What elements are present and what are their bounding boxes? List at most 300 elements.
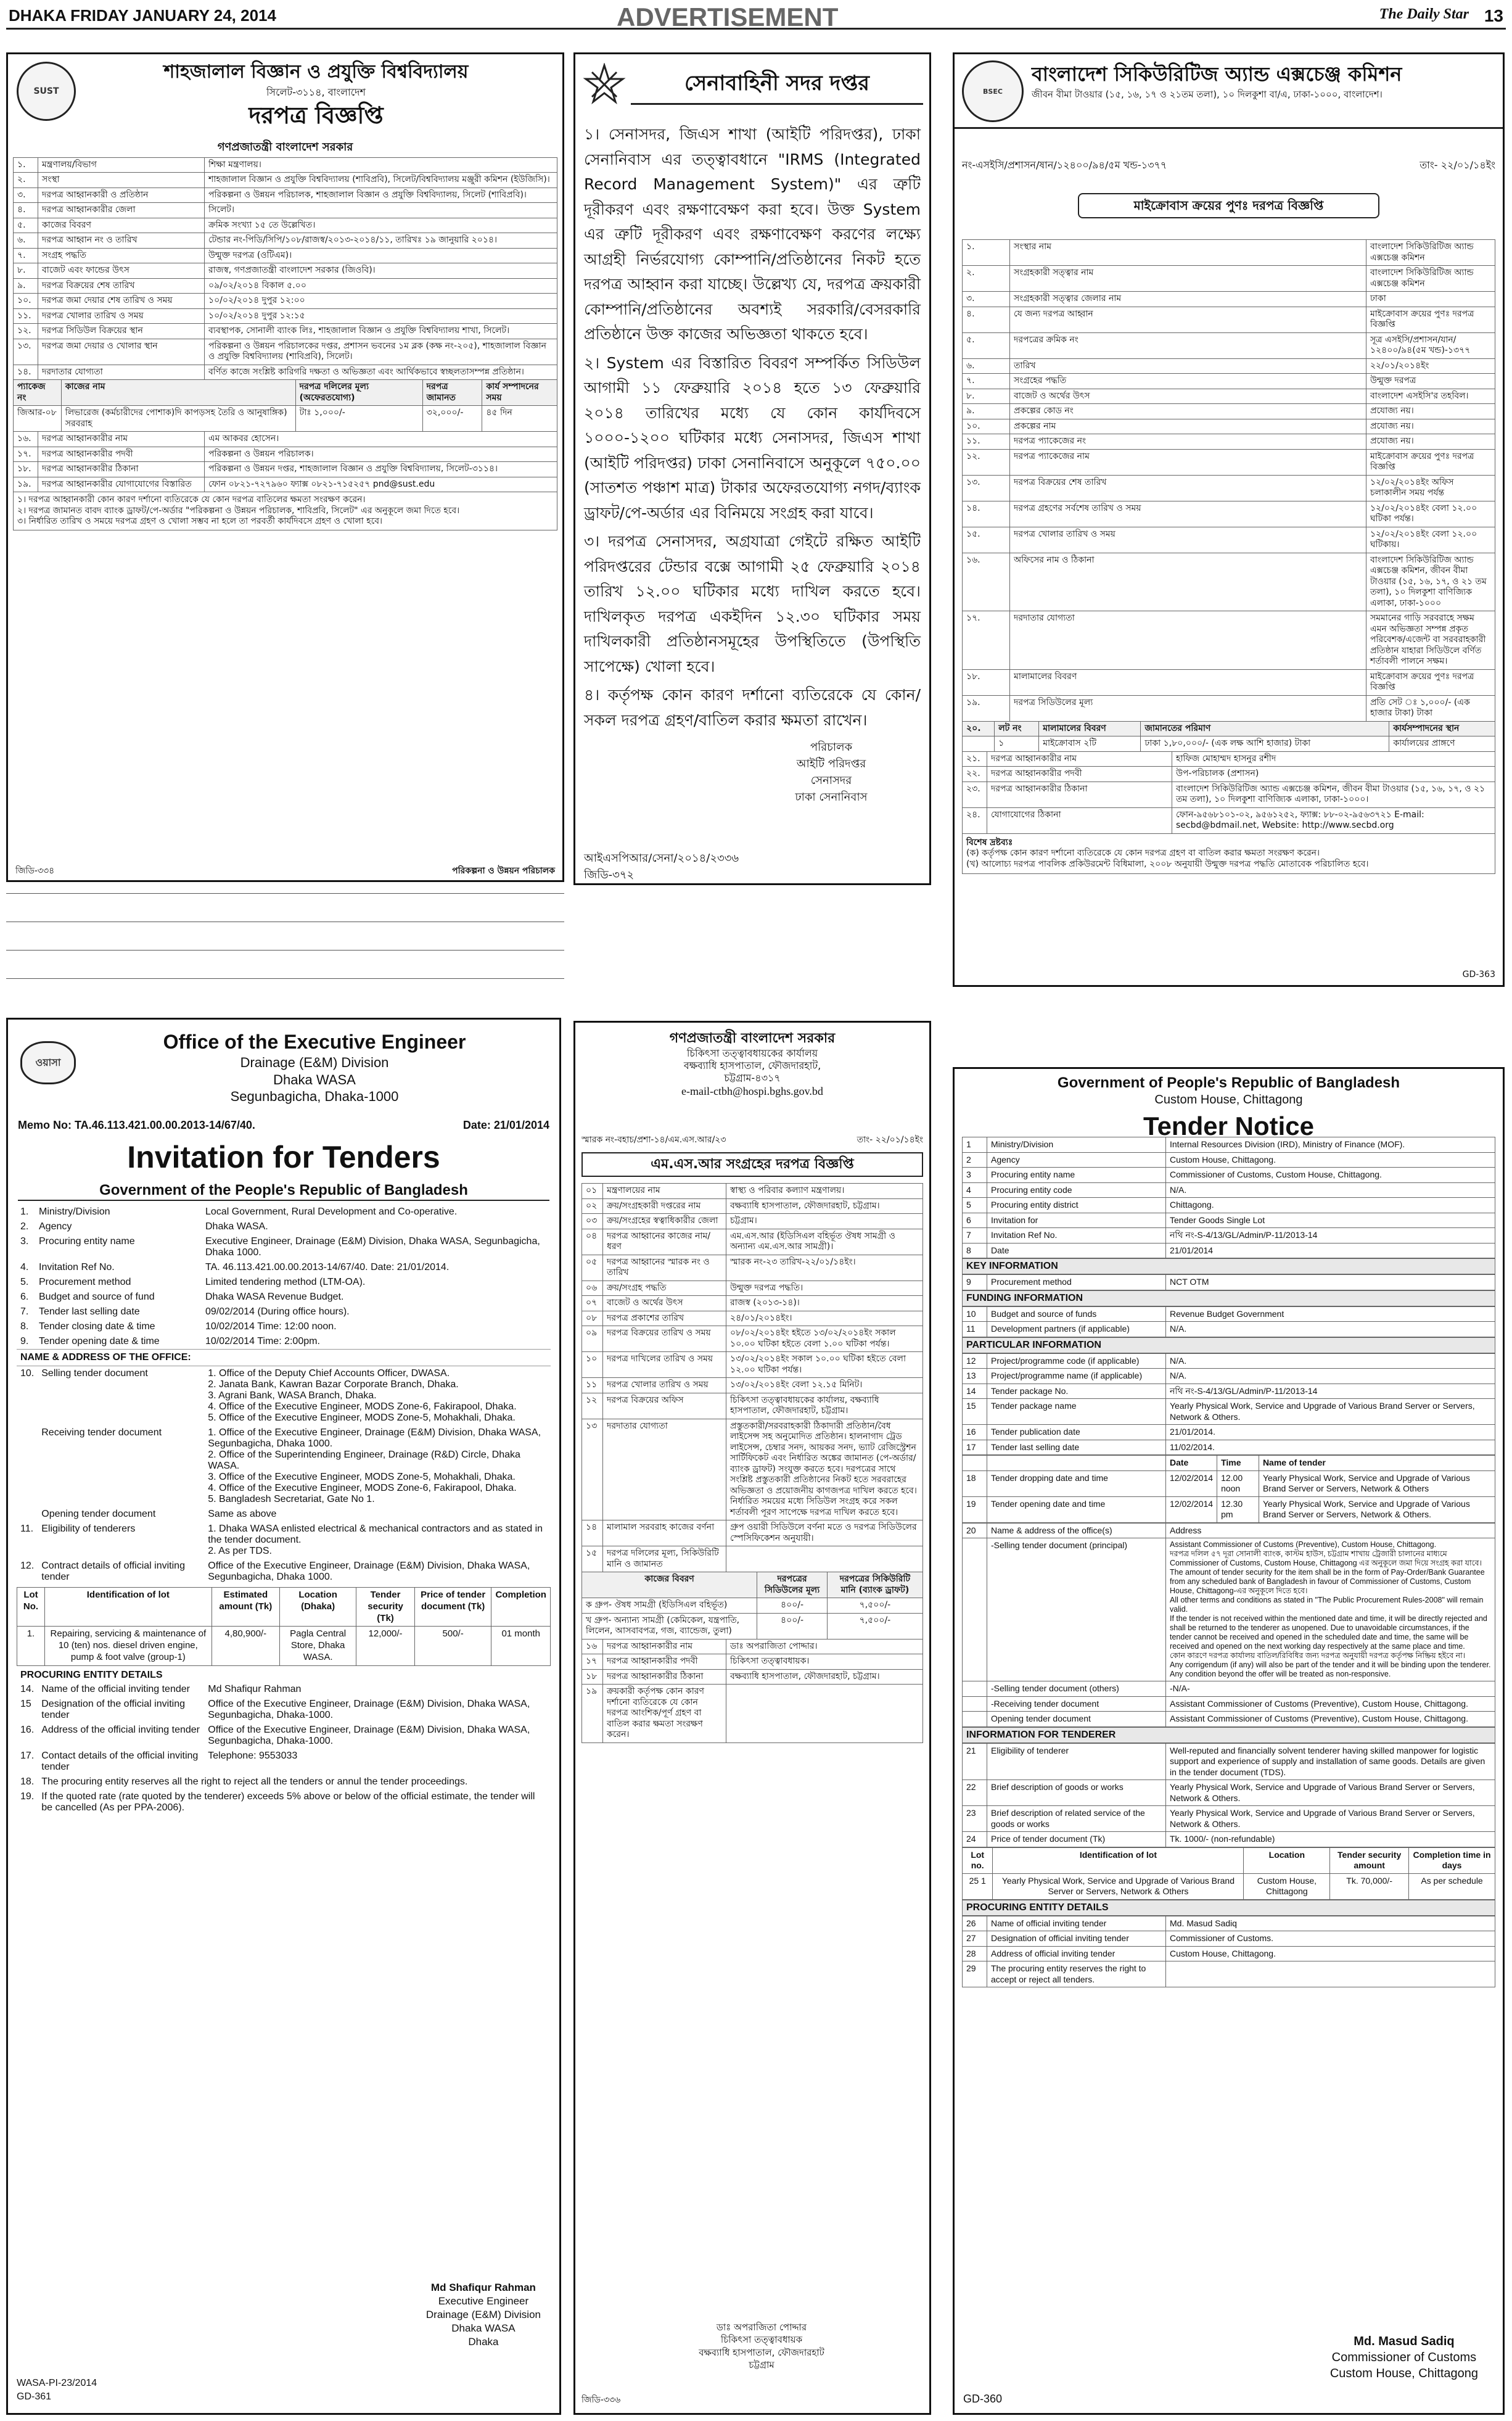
table-cell: বাংলাদেশ সিকিউরিটিজ অ্যান্ড এক্সচেঞ্জ কমিশন, জীবন বীমা টাওয়ার (১৫, ১৬, ১৭, ও ২১ তম তলা), ১০ দিলকুশা বাণিজ্যিক এলাকা, ঢাকা-১০০০।: [1172, 782, 1495, 807]
table-row: [963, 332, 1495, 358]
table-cell: হাফিজ মোহাম্মদ হাসনুর রশীদ: [1172, 751, 1495, 767]
selling-paragraph: If the tender is not received within the mentioned date and time, it will be directly rejected and shall be returned to the tenderer as unopened. Due to unavoidable circumstances, if the tender cannot be received and opened in the scheduled date and time, the same will be received and opened on the next working day respectively at the same place and time.: [1170, 1614, 1487, 1651]
table-cell: ১৮.: [14, 462, 38, 477]
notice-heading: মাইক্রোবাস ক্রয়ের পুণঃ দরপত্র বিজ্ঞপ্তি: [1078, 193, 1379, 218]
table-cell: রাজস্ব, গণপ্রজাতন্ত্রী বাংলাদেশ সরকার (জিওবি)।: [205, 263, 557, 279]
table-row: [582, 1654, 923, 1670]
signatory: পরিকল্পনা ও উন্নয়ন পরিচালক: [452, 865, 555, 876]
table-row: [963, 1152, 1495, 1168]
table-cell: ক্রমিক সংখ্যা ১৫ তে উল্লেখিত।: [205, 218, 557, 233]
table-row: [963, 292, 1495, 307]
table-cell: সংগ্রহকারী সত্ত্বার জেলার নাম: [1010, 292, 1366, 307]
ad-dhaka-wasa-tender: ওয়াসা Office of the Executive Engineer Drainage (E&M) Division Dhaka WASA Segunbagicha, Dhaka-1000 Memo No: TA.46.113.421.00.00.2013-14/67/40. Date: 21/01/2014 Invitation for Tenders Government of the People's Republic of Bangladesh 1. Ministry/Division Local Government, Rural Development and Co-operative. 2. Agency Dhaka WASA. 3. Procuring entity name Executive Engineer, Drainage (E&M) Division, Dhaka WASA, Segunbagicha, Dhaka 1000. 4. Invitation Ref No. TA. 46.113.421.00.00.2013-14/67/40. Date: 21/01/2014. 5. Procurement method Limited tendering method (LTM-OA). 6. Budget and source of fund Dhaka WASA Revenue Budget. 7. Tender last selling date 09/02/2014 (During office hours). 8. Tender closing date & time 10/02/2014 Time: 12:00 noon. 9. Tender opening date & time 10/02/2014 Time: 2:00pm. NAME & ADDRESS OF THE OFFICE: 10. Selling tender document 1. Office of the Deputy Chief Accounts Officer, DWASA. 2. Janata Bank, Kawran Bazar Corporate Branch, Dhaka. 3. Agrani Bank, WASA Branch, Dhaka. 4. Office of the Executive Engineer, MODS Zone-6, Fakirapool, Dhaka. 5. Office of the Executive Engineer, MODS Zone-5, Mohakhali, Dhaka. Receiving tender document 1. Office of the Executive Engineer, Drainage (E&M) Division, Dhaka WASA, Segunbagicha, Dhaka 1000. 2. Office of the Superintending Engineer, Drainage (R&D) Circle, Dhaka WASA. 3. Office of the Executive Engineer, MODS Zone-5, Mohakhali, Dhaka. 4. Office of the Executive Engineer, MODS Zone-6, Fakirapool, Dhaka. 5. Bangladesh Secretariat, Gate No 1. Opening tender document Same as above 11. Eligibility of tenderers 1. Dhaka WASA enlisted electrical & mechanical contractors and as stated in the tender document. 2. As per TDS. 12. Contract details of official inviting tender Office of the Executive Engineer, Drainage (E&M) Division, Dhaka WASA, Segunbagicha, Dhaka 1000. Lot No. Identification of lot Estimated amount (Tk) Location (Dhaka) Tender security (Tk) Price of tender document (Tk) Completion 1. Repairing, servicing & maintenance of 10 (ten) nos. diesel driven engine, pump & foot valve (group-1) 4,80,900/- Pagla Central Store, Dhaka WASA. 12,000/- 500/- 01 month PROCURING ENTITY DETAILS 14. Name of the official inviting tender Md Shafiqur Rahman 15 Designation of the official inviting tender Office of the Executive Engineer, Drainage (E&M) Division, Dhaka WASA, Segunbagicha, Dhaka-1000. 16. Address of the official inviting tender Office of the Executive Engineer, Drainage (E&M) Division, Dhaka WASA, Segunbagicha, Dhaka-1000. 17. Contact details of the official inviting tender Telephone: 9553033 18. The procuring entity reserves all the right to reject all the tenders or annul the tender proceedings. 19. If the quoted rate (rate quoted by the tenderer) exceeds 5% above or below of the official estimate, the tender will be cancelled (As per PPA-2006). Md Shafiqur Rahman Executive Engineer Drainage (E&M) Division Dhaka WASA Dhaka WASA-PI-23/2014 GD-361: [6, 1018, 561, 2415]
table-cell: সমমানের গাড়ি সরবরাহে সক্ষম এমন অভিজ্ঞতা সম্পন্ন প্রকৃত পরিবেশক/এজেন্ট বা সরবরাহকারী প্রতিষ্ঠান যাহারা সিডিউলে বর্ণিত শর্তাবলী পালনে সক্ষম।: [1366, 611, 1495, 670]
table-cell: 27: [963, 1931, 987, 1947]
table-row: [963, 419, 1495, 434]
table-row: [963, 782, 1495, 807]
table-cell: ৮.: [14, 263, 38, 279]
table-cell: Internal Resources Division (IRD), Ministry of Finance (MOF).: [1166, 1137, 1495, 1153]
table-cell: Procuring entity district: [987, 1198, 1166, 1213]
table-cell: ১৩.: [14, 339, 38, 365]
table-cell: Limited tendering method (LTM-OA).: [205, 1277, 366, 1287]
table-cell: ১৮.: [963, 669, 1010, 695]
table-cell: 18.: [20, 1776, 35, 1787]
table-cell: 09/02/2014 (During office hours).: [205, 1306, 350, 1317]
table-row: [963, 1275, 1495, 1290]
table-cell: 12.30 pm: [1217, 1496, 1259, 1522]
table-cell: দরপত্র আহ্বানকারীর যোগাযোগের বিস্তারিত: [38, 477, 205, 492]
table-cell: 5.: [20, 1277, 29, 1287]
table-cell: 22: [963, 1780, 987, 1806]
table-cell: অফিসের নাম ও ঠিকানা: [1010, 553, 1366, 611]
table-cell: ১.: [14, 157, 38, 173]
table-cell: প্রস্তুতকারী/সরবরাহকারী ঠিকাদারী প্রতিষ্ঠান/বৈধ লাইসেন্স সহ অনুমোদিত প্রতিষ্ঠান। হালনাগাদ ট্রেড লাইসেন্স, চেম্বার সনদ, আয়কর সনদ, ভ্যাট রেজিস্ট্রেশন সার্টিফিকেট এবং নির্ধারিত অঙ্কের জামানত (পে-অর্ডার/ব্যাংক ড্রাফট) সংযুক্ত করতে হবে। দরপত্রের সাথে সংশ্লিষ্ট প্রস্তুতকারী প্রতিষ্ঠানের নিকট হতে সরবরাহের অভিজ্ঞতা ও প্রয়োজনীয় কাগজপত্র দাখিল করতে হবে। নির্ধারিত সময়ের মধ্যে সিডিউল সংগ্রহ করে সকল শর্তাবলী পূরণ সাপেক্ষে দরপত্র দাখিল করতে হবে।: [726, 1419, 923, 1520]
institution-address: সিলেট-৩১১৪, বাংলাদেশ: [266, 86, 366, 98]
receiving-label: Receiving tender document: [41, 1427, 162, 1438]
signature-line: চট্টগ্রাম: [749, 2359, 774, 2370]
masthead: [6, 2, 1506, 30]
table-row: [14, 188, 557, 203]
table-row: [963, 1780, 1495, 1806]
table-cell: Tender last selling date: [39, 1306, 140, 1317]
university-seal-icon: SUST: [17, 62, 76, 121]
table-cell: 12/02/2014: [1166, 1470, 1217, 1496]
table-row: [17, 1789, 551, 1815]
table-row: [963, 1213, 1495, 1228]
table-row: [582, 1639, 923, 1654]
table-cell: Brief description of related service of the goods or works: [987, 1806, 1166, 1832]
table-cell: ১৫.: [963, 527, 1010, 553]
special-notes: বিশেষ দ্রষ্টব্যঃ (ক) কর্তৃপক্ষ কোন কারণ দর্শানো ব্যতিরেকে যে কোন দরপত্র গ্রহণ বা বাতিল করার ক্ষমতা সংরক্ষণ করেন। (খ) আলোচ্য দরপত্র পাবলিক প্রকিউরমেন্ট বিধিমালা, ২০০৮ অনুযায়ী উন্মুক্ত দরপত্র পদ্ধতি মোতাবেক পরিচালিত হবে।: [962, 834, 1495, 875]
table-cell: Brief description of goods or works: [987, 1780, 1166, 1806]
table-row: [963, 1137, 1495, 1153]
table-row: [963, 434, 1495, 450]
table-row: [582, 1229, 923, 1255]
selling-office: 3. Agrani Bank, WASA Branch, Dhaka.: [208, 1390, 377, 1401]
signature-line: ডাঃ অপরাজিতা পোদ্দার: [716, 2322, 807, 2333]
table-row: [582, 1419, 923, 1520]
table-cell: 21/01/2014.: [1166, 1425, 1495, 1440]
table-row: [582, 1352, 923, 1378]
table-row: [963, 1946, 1495, 1961]
government-heading: Government of People's Republic of Bangladesh: [1057, 1074, 1400, 1091]
eligibility-label: Eligibility of tenderers: [41, 1524, 136, 1534]
table-row: [963, 404, 1495, 419]
table-cell: যে জন্য দরপত্র আহ্বান: [1010, 307, 1366, 332]
table-cell: 15: [963, 1399, 987, 1425]
ad-sust-tender: [6, 52, 564, 882]
note-item: ৩। নির্ধারিত তারিখ ও সময়ে দরপত্র গ্রহণ ও খোলা সম্ভব না হলে তা পরবর্তী কার্যদিবসে গ্রহণ ও খোলা হবে।: [17, 516, 383, 526]
table-cell: Ministry/Division: [39, 1206, 110, 1217]
opening-value: Assistant Commissioner of Customs (Preventive), Custom House, Chittagong.: [1166, 1712, 1495, 1727]
table-cell: ১২/০২/২০১৪ইং বেলা ১২.০০ ঘটিকা পর্যন্ত।: [1366, 501, 1495, 527]
table-cell: ১৩/০২/২০১৪ইং সকাল ১০.০০ ঘটিকা হইতে বেলা ১২.০০ ঘটিকা পর্যন্ত।: [726, 1352, 923, 1378]
table-cell: সংগ্রহকারী সত্ত্বার নাম: [1010, 266, 1366, 292]
table-cell: ১০.: [963, 419, 1010, 434]
table-cell: পরিকল্পনা ও উন্নয়ন পরিচালক।: [205, 447, 557, 462]
package-header-row: [14, 380, 557, 406]
selling-others-value: -N/A-: [1166, 1681, 1495, 1697]
table-cell: ক্রয়/সংগ্রহের স্বত্বাধিকারীর জেলা: [603, 1214, 726, 1229]
table-cell: ক্রয়/সংগ্রহ পদ্ধতি: [603, 1281, 726, 1296]
procuring-entity-heading: PROCURING ENTITY DETAILS: [962, 1900, 1495, 1916]
signature-line: ঢাকা সেনানিবাস: [795, 791, 868, 804]
table-cell: Tender last selling date: [987, 1440, 1166, 1455]
table-cell: Tender dropping date and time: [987, 1470, 1166, 1496]
table-row: [582, 1281, 923, 1296]
table-row: [17, 1319, 551, 1334]
table-row: [14, 233, 557, 249]
table-cell: দরপত্র জমা দেয়ার ও খোলার স্থান: [38, 339, 205, 365]
table-cell: Procurement method: [987, 1275, 1166, 1290]
table-cell: Revenue Budget Government: [1166, 1306, 1495, 1322]
signature-line: বক্ষব্যাধি হাসপাতাল, ফৌজদারহাট: [699, 2346, 824, 2358]
table-row: [14, 339, 557, 365]
table-cell: যোগাযোগের ঠিকানা: [987, 807, 1172, 833]
table-cell: সূত্র এসইসি/প্রশাসন/যান/১২৪০০/৯৪(৫ম খন্ড)-১৩৭৭: [1366, 332, 1495, 358]
table-row: [17, 1234, 551, 1260]
table-cell: ১৮: [582, 1669, 603, 1685]
table-cell: 13: [963, 1369, 987, 1384]
table-cell: Procuring entity name: [39, 1236, 135, 1247]
table-cell: 2.: [20, 1221, 29, 1232]
table-cell: বাংলাদেশ সিকিউরিটিজ অ্যান্ড এক্সচেঞ্জ কমিশন, জীবন বীমা টাওয়ার (১৫, ১৬, ১৭, ও ২১ তম তলা), ১০ দিলকুশা বাণিজ্যিক এলাকা, ঢাকা-১০০০: [1366, 553, 1495, 611]
commission-seal-icon: BSEC: [962, 60, 1024, 122]
table-row: [582, 1669, 923, 1685]
table-row: [963, 449, 1495, 475]
table-cell: ১৬: [582, 1639, 603, 1654]
table-cell: 16: [963, 1425, 987, 1440]
table-cell: দরপত্র আহ্বানকারীর নাম: [987, 751, 1172, 767]
table-cell: ১৩.: [963, 475, 1010, 501]
table-cell: ৯.: [963, 404, 1010, 419]
table-cell: ১৭.: [963, 611, 1010, 670]
table-cell: Invitation Ref No.: [987, 1228, 1166, 1243]
table-cell: Budget and source of fund: [39, 1292, 155, 1302]
table-cell: Office of the Executive Engineer, Drainage (E&M) Division, Dhaka WASA, Segunbagicha, Dhaka-1000.: [208, 1698, 530, 1720]
table-cell: 9: [963, 1275, 987, 1290]
table-cell: 19: [963, 1496, 987, 1522]
table-row: [963, 1369, 1495, 1384]
table-cell: 8.: [20, 1321, 29, 1332]
table-cell: Chittagong.: [1166, 1198, 1495, 1213]
table-cell: ১০.: [14, 294, 38, 309]
table-row: [963, 1322, 1495, 1337]
memo-date: Date: 21/01/2014: [462, 1119, 549, 1131]
selling-office: 4. Office of the Executive Engineer, MODS Zone-6, Fakirapool, Dhaka.: [208, 1401, 517, 1412]
paragraph: ৪। কর্তৃপক্ষ কোন কারণ দর্শানো ব্যতিরেকে যে কোন/সকল দরপত্র গ্রহণ/বাতিল করার ক্ষমতা রাখেন।: [584, 686, 921, 729]
table-cell: দরপত্র বিক্রয়ের শেষ তারিখ: [1010, 475, 1366, 501]
table-cell: রাজস্ব (২০১৩-১৪)।: [726, 1296, 923, 1311]
commission-name: বাংলাদেশ সিকিউরিটিজ অ্যান্ড এক্সচেঞ্জ কমিশন: [1032, 62, 1402, 86]
office-name: Office of the Executive Engineer: [163, 1031, 466, 1053]
table-row: [963, 527, 1495, 553]
table-row: [963, 611, 1495, 670]
table-cell: ক্রয়কারী কর্তৃপক্ষ কোন কারণ দর্শানো ব্যতিরেকে যে কোন দরপত্র আংশিক/পূর্ণ গ্রহণ বা বাতিল করার ক্ষমতা সংরক্ষণ করেন।: [603, 1685, 726, 1743]
table-row: [14, 278, 557, 294]
notice-title: সেনাবাহিনী সদর দপ্তর: [631, 70, 923, 105]
memo-number: Memo No: TA.46.113.421.00.00.2013-14/67/40.: [18, 1119, 255, 1131]
opening-value: Same as above: [208, 1509, 277, 1519]
table-row: [963, 807, 1495, 833]
table-cell: Estimated amount (Tk): [212, 1588, 279, 1627]
table-cell: 16.: [20, 1724, 35, 1735]
table-cell: দরপত্র গ্রহণের সর্বশেষ তারিখ ও সময়: [1010, 501, 1366, 527]
table-row: [14, 324, 557, 339]
table-cell: কার্যালয়ের প্রাঙ্গণে: [1389, 736, 1495, 752]
eligibility-item: 2. As per TDS.: [208, 1546, 272, 1556]
table-cell: As per schedule: [1409, 1873, 1495, 1899]
table-cell: দরপত্র আহ্বানের স্মারক নং ও তারিখ: [603, 1255, 726, 1281]
date-row: [963, 1496, 1495, 1522]
table-cell: উপ-পরিচালক (প্রশাসন): [1172, 767, 1495, 782]
table-cell: Lot No.: [17, 1588, 45, 1627]
table-cell: Local Government, Rural Development and Co-operative.: [205, 1206, 458, 1217]
table-cell: Custom House, Chittagong.: [1166, 1946, 1495, 1961]
table-cell: প্রকল্পের কোড নং: [1010, 404, 1366, 419]
table-cell: ০১: [582, 1184, 603, 1199]
selling-paragraph: Any corrigendum (if any) will also be part of the tender and it will be binding upon the tenderer.: [1170, 1660, 1491, 1669]
table-cell: ১১.: [963, 434, 1010, 450]
table-cell: N/A.: [1166, 1182, 1495, 1198]
funding-heading: FUNDING INFORMATION: [962, 1290, 1495, 1306]
table-cell: দরপত্র সিডিউলের মূল্য: [1010, 695, 1366, 721]
table-cell: Lot no.: [963, 1847, 993, 1873]
table-cell: দরপত্রের ক্রমিক নং: [1010, 332, 1366, 358]
table-cell: সংগ্রহের পদ্ধতি: [1010, 374, 1366, 389]
table-cell: N/A.: [1166, 1353, 1495, 1369]
table-cell: ০৯: [582, 1326, 603, 1352]
table-cell: সিলেট।: [205, 203, 557, 218]
table-cell: 3.: [20, 1236, 29, 1247]
notice-title: দরপত্র বিজ্ঞপ্তি: [249, 101, 384, 129]
table-cell: Tender package name: [987, 1399, 1166, 1425]
table-cell: 3: [963, 1168, 987, 1183]
table-row: [963, 307, 1495, 332]
table-cell: দরপত্র প্রকাশের তারিখ: [603, 1311, 726, 1326]
table-cell: Yearly Physical Work, Service and Upgrade of Various Brand Server or Servers, Network & Others.: [1166, 1399, 1495, 1425]
table-cell: মালামালের বিবরণ: [1039, 721, 1141, 736]
table-cell: 10: [963, 1306, 987, 1322]
memo-number: নং-এসইসি/প্রশাসন/ষান/১২৪০০/৯৪/৫ম খন্ড-১৩৭৭: [962, 159, 1167, 171]
table-cell: 5: [963, 1198, 987, 1213]
page-number: 13: [1484, 6, 1503, 25]
table-cell: সংস্থা: [38, 173, 205, 188]
table-cell: উন্মুক্ত দরপত্র (ওটিএম)।: [205, 248, 557, 263]
table-cell: ০৬: [582, 1281, 603, 1296]
memo-date: তাং- ২২/০১/১৪ইং: [1420, 159, 1495, 171]
table-cell: প্যাকেজ নং: [14, 380, 62, 406]
table-row: [963, 374, 1495, 389]
table-cell: দরপত্র খোলার তারিখ ও সময়: [38, 308, 205, 324]
table-cell: ১৪.: [14, 365, 38, 380]
selling-paragraph: Assistant Commissioner of Customs (Preventive), Custom House, Chittagong.: [1170, 1540, 1437, 1549]
table-row: [17, 1697, 551, 1723]
table-cell: স্মারক নং-২৩ তারিখ-২২/০১/১৪ইং।: [726, 1255, 923, 1281]
table-cell: Yearly Physical Work, Service and Upgrade of Various Brand Server or Servers, Network & Others.: [1259, 1496, 1495, 1522]
table-cell: Development partners (if applicable): [987, 1322, 1166, 1337]
table-cell: উন্মুক্ত দরপত্র পদ্ধতি।: [726, 1281, 923, 1296]
table-cell: ২৩.: [963, 782, 987, 807]
table-cell: এম.এস.আর (ইডিসিএল বহির্ভূত ঔষধ সামগ্রী ও অন্যান্য এম.এস.আর সামগ্রী)।: [726, 1229, 923, 1255]
table-cell: Dhaka WASA Revenue Budget.: [205, 1292, 344, 1302]
table-cell: কাজের বিবরণ: [38, 218, 205, 233]
table-cell: 15: [20, 1698, 31, 1709]
table-cell: দরপত্রের সিকিউরিটি মানি (ব্যাংক ড্রাফট): [827, 1572, 922, 1598]
table-cell: 11/02/2014.: [1166, 1440, 1495, 1455]
table-row: [963, 1384, 1495, 1399]
table-cell: Procuring entity code: [987, 1182, 1166, 1198]
table-cell: Yearly Physical Work, Service and Upgrade of Various Brand Server or Servers, Network & Others.: [1166, 1806, 1495, 1832]
table-cell: ঢাকা ১,৮০,০০০/- (এক লক্ষ আশি হাজার) টাকা: [1141, 736, 1389, 752]
table-cell: ১২/০২/২০১৪ইং বেলা ১২.০০ ঘটিকায়।: [1366, 527, 1495, 553]
table-row: [14, 365, 557, 380]
table-cell: চট্টগ্রাম।: [726, 1214, 923, 1229]
gd-number: জিডি-৩৩৬: [581, 2395, 621, 2405]
table-cell: ২.: [14, 173, 38, 188]
receiving-office: 3. Office of the Executive Engineer, MODS Zone-5, Mohakhali, Dhaka.: [208, 1472, 516, 1482]
table-cell: ৬.: [14, 233, 38, 249]
table-row: [582, 1393, 923, 1419]
table-cell: বক্ষব্যাধি হাসপাতাল, ফৌজদারহাট, চট্টগ্রাম।: [726, 1198, 923, 1214]
table-cell: উন্মুক্ত দরপত্র: [1366, 374, 1495, 389]
table-row: [582, 1214, 923, 1229]
table-cell: দরপত্র প্যাকেজের নাম: [1010, 449, 1366, 475]
table-cell: Project/programme code (if applicable): [987, 1353, 1166, 1369]
table-cell: 1: [963, 1137, 987, 1153]
table-row: [14, 203, 557, 218]
table-cell: ১৩/০২/২০১৪ইং বেলা ১২.১৫ মিনিট।: [726, 1378, 923, 1393]
group-row: [582, 1613, 923, 1639]
table-row: [963, 1806, 1495, 1832]
table-row: [963, 1168, 1495, 1183]
selling-paragraph: Any condition beyond the offer will be treated as non-responsive.: [1170, 1670, 1391, 1678]
table-cell: ১৬.: [14, 432, 38, 447]
table-cell: 26: [963, 1916, 987, 1931]
gd-number: GD-363: [1462, 969, 1495, 980]
table-cell: 11: [963, 1322, 987, 1337]
table-cell: ০৮/০২/২০১৪ইং হইতে ১৩/০২/২০১৪ইং সকাল ১০.০০ ঘটিকা হইতে বেলা ১.০০ ঘটিকা পর্যন্ত।: [726, 1326, 923, 1352]
table-cell: বক্ষব্যাধি হাসপাতাল, ফৌজদারহাট, চট্টগ্রাম।: [726, 1669, 923, 1685]
table-cell: Tk. 70,000/-: [1330, 1873, 1409, 1899]
table-row: [963, 553, 1495, 611]
table-cell: 9.: [20, 1336, 29, 1347]
table-cell: 10/02/2014 Time: 2:00pm.: [205, 1336, 320, 1347]
table-row: [963, 1353, 1495, 1369]
table-cell: Date: [1166, 1456, 1217, 1471]
table-cell: দরপত্র আহ্বানকারী ও প্রতিষ্ঠান: [38, 188, 205, 203]
date-row: [963, 1470, 1495, 1496]
table-cell: শাহজালাল বিজ্ঞান ও প্রযুক্তি বিশ্ববিদ্যালয় (শাবিপ্রবি), সিলেট/বিশ্ববিদ্যালয় মঞ্জুরী কমিশন (ইউজিসি)।: [205, 173, 557, 188]
table-cell: দরপত্র আহ্বানকারীর ঠিকানা: [38, 462, 205, 477]
table-cell: Yearly Physical Work, Service and Upgrade of Various Brand Server or Servers, Network & Others: [993, 1873, 1244, 1899]
table-row: [17, 1749, 551, 1775]
signature-line: Drainage (E&M) Division: [425, 2309, 541, 2321]
table-row: [582, 1296, 923, 1311]
gd-number: জিডি-৩৭২: [584, 868, 635, 881]
table-row: [14, 432, 557, 447]
office-address: Segunbagicha, Dhaka-1000: [230, 1089, 399, 1104]
table-cell: ১.: [963, 240, 1010, 266]
table-cell: ৭.: [963, 374, 1010, 389]
newspaper-name: The Daily Star: [1379, 6, 1469, 22]
selling-paragraph: The amount of tender security for the item shall be in the form of Pay-Order/Bank Guarantee from any scheduled bank of Bangladesh in favour of Commissioner of Customs, Custom House, Chittagong-এর অনুকূলে দিতে হবে।: [1170, 1568, 1485, 1595]
table-cell: টেন্ডার নং-পিডি/সিপি/১০৮/রাজস্ব/২০১৩-২০১৪/১১, তারিখঃ ১৯ জানুয়ারি ২০১৪।: [205, 233, 557, 249]
table-cell: 8: [963, 1243, 987, 1258]
table-cell: ১৪: [582, 1520, 603, 1546]
table-cell: Name of the official inviting tender: [41, 1683, 190, 1694]
table-cell: 4.: [20, 1262, 29, 1272]
table-row: [582, 1520, 923, 1546]
table-cell: ব্যবস্থাপক, সোনালী ব্যাংক লিঃ, শাহজালাল বিজ্ঞান ও প্রযুক্তি বিশ্ববিদ্যালয় শাখা, সিলেট।: [205, 324, 557, 339]
table-cell: পরিকল্পনা ও উন্নয়ন পরিচালক, শাহজালাল বিজ্ঞান ও প্রযুক্তি বিশ্ববিদ্যালয়, সিলেট (শাবিপ্রবি)।: [205, 188, 557, 203]
table-cell: ৩২,০০০/-: [422, 406, 482, 432]
table-cell: 17.: [20, 1750, 35, 1761]
table-cell: Well-reputed and financially solvent tenderer having skilled manpower for logistic support and experience of supply and installation of same goods. Details are given in the tender document (TDS).: [1166, 1743, 1495, 1780]
table-cell: ৭,৫০০/-: [827, 1598, 922, 1614]
ad-custom-house-tender: Government of People's Republic of Bangladesh Custom House, Chittagong Tender Notice 1 Ministry/Division Internal Resources Division (IRD), Ministry of Finance (MOF). 2 Agency Custom House, Chittagong. 3 Procuring entity name Commissioner of Customs, Custom House, Chittagong. 4 Procuring entity code N/A. 5 Procuring entity district Chittagong. 6 Invitation for Tender Goods Single Lot 7 Invitation Ref No. নথি নং-S-4/13/GL/Admin/P-11/2013-14 8 Date 21/01/2014 KEY INFORMATION 9 Procurement method NCT OTM FUNDING INFORMATION 10 Budget and source of funds Revenue Budget Government 11 Development partners (if applicable) N/A. PARTICULAR INFORMATION 12 Project/programme code (if applicable) N/A. 13 Project/programme name (if applicable) N/A. 14 Tender package No. নথি নং-S-4/13/GL/Admin/P-11/2013-14 15 Tender package name Yearly Physical Work, Service and Upgrade of Various Brand Server or Servers, Network & Others. 16 Tender publication date 21/01/2014. 17 Tender last selling date 11/02/2014. Date Time Name of tender 18 Tender dropping date and time 12/02/2014 12.00 noon Yearly Physical Work, Service and Upgrade of Various Brand Server or Servers, Network & Others 19 Tender opening date and time 12/02/2014 12.30 pm Yearly Physical Work, Service and Upgrade of Various Brand Server or Servers, Network & Others. 20 Name & address of the office(s) Address -Selling tender document (principal) Assistant Commissioner of Customs (Preventive), Custom House, Chittagong. দরপত্র দলিল ৫৭ দূরা সোনালী ব্যাংক, কাস্টম হাউস, চট্টগ্রাম শাখায় ট্রেজারী চালানের মাধ্যমে Commissioner of Customs, Custom House, Chittagong এর অনুকূলে জমা দিয়ে সংগ্রহ করা যাবে। The amount of tender security for the item shall be in the form of Pay-Order/Bank Guarantee from any scheduled bank of Bangladesh in favour of Commissioner of Customs, Custom House, Chittagong-এর অনুকূলে দিতে হবে। All other terms and conditions as stated in "The Public Procurement Rules-2008" will remain valid. If the tender is not received within the mentioned date and time, it will be directly rejected and shall be returned to the tenderer as unopened. Due to unavoidable circumstances, if the tender cannot be received and opened in the scheduled date and time, the same will be received and opened on the next working day respectively at the same place and time. কোন কারণে দরপত্র কার্যালয় বাতিল/রিবিধির জন্য দরপত্র অনুযায়ী দরপত্র কর্তৃপক্ষ নিষ্ক্রিয় হইবে না। Any corrigendum (if any) will also be part of the tender and it will be binding upon the tenderer. Any condition beyond the offer will be treated as non-responsive. -Selling tender document (others) -N/A- -Receiving tender document Assistant Commissioner of Customs (Preventive), Custom House, Chittagong. Opening tender document Assistant Commissioner of Customs (Preventive), Custom House, Chittagong. INFORMATION FOR TENDERER 21 Eligibility of tenderer Well-reputed and financially solvent tenderer having skilled manpower for logistic support and experience of supply and installation of same goods. Details are given in the tender document (TDS). 22 Brief description of goods or works Yearly Physical Work, Service and Upgrade of Various Brand Server or Servers, Network & Others. 23 Brief description of related service of the goods or works Yearly Physical Work, Service and Upgrade of Various Brand Server or Servers, Network & Others. 24 Price of tender document (Tk) Tk. 1000/- (non-refundable) Lot no. Identification of lot Location Tender security amount Completion time in days 25 1 Yearly Physical Work, Service and Upgrade of Various Brand Server or Servers, Network & Others Custom House, Chittagong Tk. 70,000/- As per schedule PROCURING ENTITY DETAILS 26 Name of official inviting tender Md. Masud Sadiq 27 Designation of official inviting tender Commissioner of Customs. 28 Address of official inviting tender Custom House, Chittagong. 29 The procuring entity reserves the right to accept or reject all tenders. Md. Masud Sadiq Commissioner of Customs Custom House, Chittagong GD-360: [953, 1067, 1505, 2415]
table-cell: Tender Goods Single Lot: [1166, 1213, 1495, 1228]
receiving-office: 1. Office of the Executive Engineer, Drainage (E&M) Division, Dhaka WASA, Segunbagicha, Dhaka 1000.: [208, 1427, 541, 1449]
table-row: [14, 447, 557, 462]
address-column: Address: [1166, 1523, 1495, 1538]
table-cell: ৫.: [963, 332, 1010, 358]
table-cell: মালামাল সরবরাহ কাজের বর্ণনা: [603, 1520, 726, 1546]
table-cell: ১৫: [582, 1546, 603, 1572]
table-row: [582, 1311, 923, 1326]
table-row: [963, 240, 1495, 266]
table-cell: Designation of the official inviting tender: [41, 1698, 185, 1720]
signature-line: Executive Engineer: [438, 2295, 529, 2308]
table-cell: ফোন-৯৫৬৮১০১-০২, ৯৫৬১২৫২, ফ্যাক্স: ৮৮-০২-৯৫৬৩৭২১ E-mail: secbd@bdmail.net, Website: http://www.secbd.org: [1172, 807, 1495, 833]
key-info-heading: KEY INFORMATION: [962, 1258, 1495, 1274]
selling-office: 2. Janata Bank, Kawran Bazar Corporate Branch, Dhaka.: [208, 1379, 459, 1390]
gd-number: জিডি-৩৩৪: [15, 865, 55, 876]
date-header-row: [963, 1456, 1495, 1471]
table-row: [963, 1425, 1495, 1440]
table-cell: 12/02/2014: [1166, 1496, 1217, 1522]
table-cell: Tender opening date and time: [987, 1496, 1166, 1522]
receiving-office: 4. Office of the Executive Engineer, MODS Zone-6, Fakirapool, Dhaka.: [208, 1483, 517, 1493]
table-cell: Telephone: 9553033: [208, 1750, 298, 1761]
table-row: [582, 1326, 923, 1352]
table-cell: [987, 1456, 1166, 1471]
selling-others-label: -Selling tender document (others): [987, 1681, 1166, 1697]
table-cell: [726, 1685, 923, 1743]
table-cell: ৫.: [14, 218, 38, 233]
table-row: [17, 1290, 551, 1305]
table-cell: Executive Engineer, Drainage (E&M) Division, Dhaka WASA, Segunbagicha, Dhaka 1000.: [205, 1236, 540, 1258]
table-cell: Dhaka WASA.: [205, 1221, 268, 1232]
table-cell: ১৬.: [963, 553, 1010, 611]
table-cell: Procuring entity name: [987, 1168, 1166, 1183]
table-cell: Address of the official inviting tender: [41, 1724, 200, 1735]
table-cell: দরপত্র আহ্বানকারীর নাম: [603, 1639, 726, 1654]
table-cell: দরপত্র খোলার তারিখ ও সময়: [1010, 527, 1366, 553]
table-cell: দরপত্র আহ্বান নং ও তারিখ: [38, 233, 205, 249]
table-row: [17, 1275, 551, 1290]
signature-line: আইটি পরিদপ্তর: [796, 757, 866, 770]
particular-heading: PARTICULAR INFORMATION: [962, 1337, 1495, 1353]
table-cell: Completion: [491, 1588, 551, 1627]
signature-line: Md. Masud Sadiq: [1354, 2335, 1455, 2348]
table-cell: দরপত্র আহ্বানকারীর ঠিকানা: [987, 782, 1172, 807]
table-cell: 6: [963, 1213, 987, 1228]
lot-header-row: [963, 1847, 1495, 1873]
government-heading: গণপ্রজাতন্ত্রী বাংলাদেশ সরকার: [669, 1031, 836, 1046]
table-row: [17, 1305, 551, 1319]
table-cell: ৯.: [14, 278, 38, 294]
